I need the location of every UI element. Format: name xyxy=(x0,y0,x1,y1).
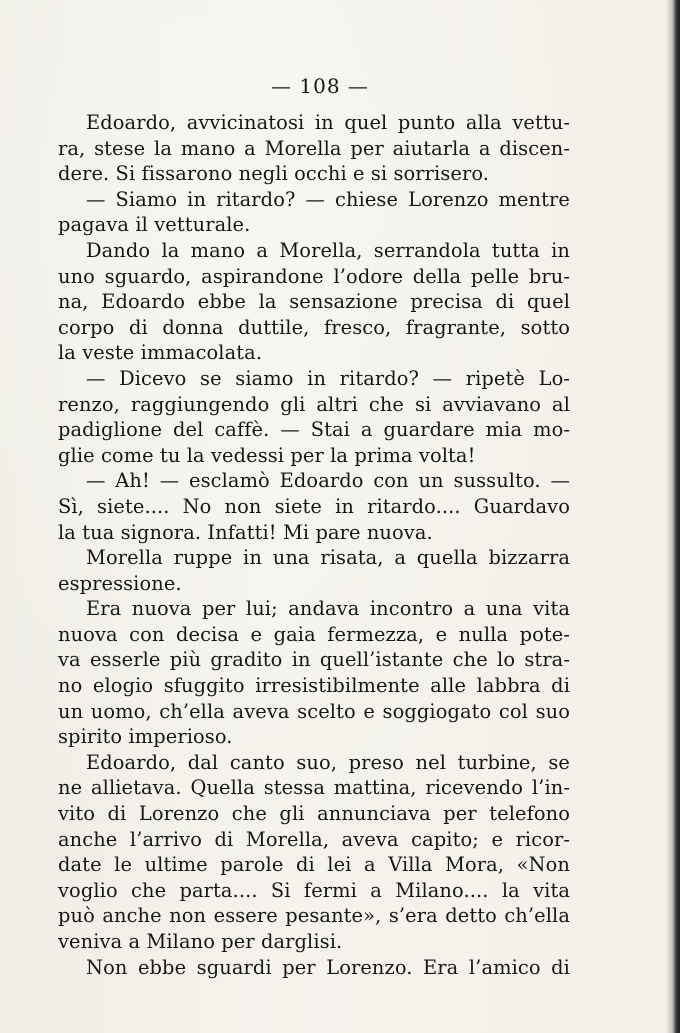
text-line: corpo di donna duttile, fresco, fragrante, sotto xyxy=(58,315,570,339)
text-line: padiglione del caffè. — Stai a guardare mia mo- xyxy=(58,418,570,442)
text-line: vito di Lorenzo che gli annunciava per telefono xyxy=(58,802,570,826)
text-line: la tua signora. Infatti! Mi pare nuova. xyxy=(58,520,433,544)
text-line: la veste immacolata. xyxy=(58,341,263,365)
text-line: può anche non essere pesante», s’era detto ch’ella xyxy=(58,904,570,928)
text-line: date le ultime parole di lei a Villa Mora, «Non xyxy=(58,853,570,877)
body-text xyxy=(58,110,570,980)
text-line: uno sguardo, aspirandone l’odore della pelle bru- xyxy=(58,264,570,288)
text-line: Dando la mano a Morella, serrandola tutta in xyxy=(86,238,570,262)
text-line: veniva a Milano per darglisi. xyxy=(58,930,343,953)
text-line: na, Edoardo ebbe la sensazione precisa di quel xyxy=(58,290,570,314)
text-line: Edoardo, avvicinatosi in quel punto alla vettu- xyxy=(86,111,570,134)
text-line: pagava il vetturale. xyxy=(58,213,251,237)
text-line: renzo, raggiungendo gli altri che si avviavano al xyxy=(58,392,570,416)
text-line: Edoardo, dal canto suo, preso nel turbine, se xyxy=(86,750,570,774)
text-line: va esserle più gradito in quell’istante che lo stra- xyxy=(58,648,570,672)
text-line: espressione. xyxy=(58,571,182,595)
text-line: — Siamo in ritardo? — chiese Lorenzo mentre xyxy=(86,187,570,211)
text-line: anche l’arrivo di Morella, aveva capito; e ricor- xyxy=(58,827,570,851)
text-line: Morella ruppe in una risata, a quella bizzarra xyxy=(86,546,570,570)
text-line: no elogio sfuggito irresistibilmente alle labbra di xyxy=(58,674,570,698)
text-line: voglio che parta.... Si fermi a Milano.... la vita xyxy=(58,878,570,902)
text-line: glie come tu la vedessi per la prima volta! xyxy=(58,443,476,467)
text-line: Era nuova per lui; andava incontro a una vita xyxy=(86,597,570,621)
text-line: nuova con decisa e gaia fermezza, e nulla pote- xyxy=(58,622,570,646)
text-line: un uomo, ch’ella aveva scelto e soggiogato col suo xyxy=(58,699,570,723)
text-line: — Dicevo se siamo in ritardo? — ripetè Lo- xyxy=(86,366,570,390)
text-line: ne allietava. Quella stessa mattina, ricevendo l’in- xyxy=(58,776,570,800)
page-binding-edge xyxy=(666,0,680,1033)
text-line: spirito imperioso. xyxy=(58,725,233,749)
text-line: Non ebbe sguardi per Lorenzo. Era l’amico di xyxy=(86,955,570,979)
page-number: — 108 — xyxy=(271,74,369,98)
text-line: Sì, siete.... No non siete in ritardo.... Guardavo xyxy=(58,494,570,518)
text-line: ra, stese la mano a Morella per aiutarla a discen- xyxy=(58,136,570,160)
text-line: — Ah! — esclamò Edoardo con un sussulto. — xyxy=(86,469,570,493)
text-line: dere. Si fissarono negli occhi e si sorrisero. xyxy=(58,162,490,186)
